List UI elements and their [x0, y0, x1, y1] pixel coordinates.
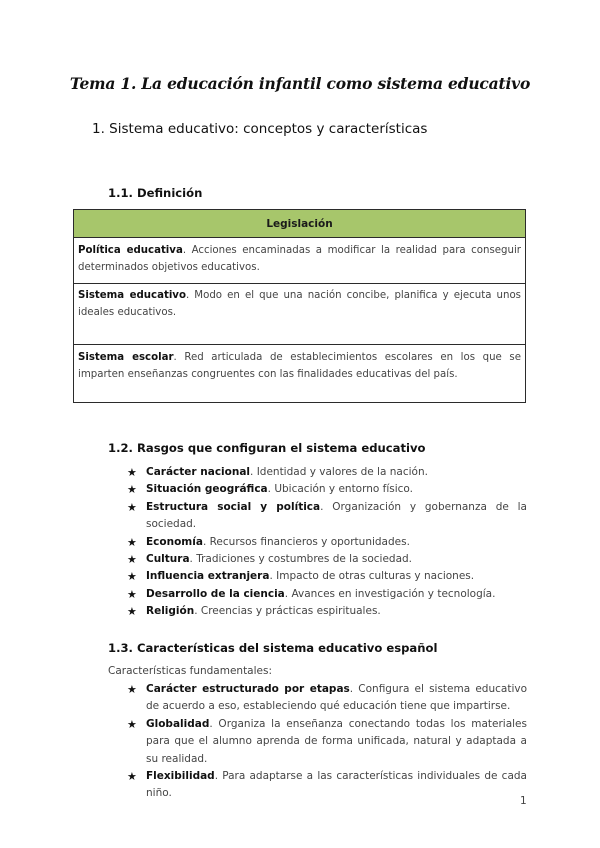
star-icon: ★ [127, 535, 137, 549]
table-row [74, 284, 525, 345]
definition: . Red articulada de establecimientos escolares en los que se imparten enseñanzas congruentes con las finalidades educativas del país. [78, 352, 521, 380]
term: Sistema educativo [78, 290, 186, 301]
list-item: ★ Carácter estructurado por etapas. Configura el sistema educativo de acuerdo a eso, estableciendo qué educación tiene que impartirse. [127, 683, 527, 713]
document-title: Tema 1. La educación infantil como sistema educativo [69, 74, 531, 93]
rasgos-list [127, 464, 527, 621]
star-icon: ★ [127, 553, 137, 567]
term: Sistema escolar [78, 352, 174, 363]
star-icon: ★ [127, 466, 137, 479]
term: Política educativa [78, 245, 183, 256]
list-item: ★ Desarrollo de la ciencia. Avances en investigación y tecnología. [127, 586, 527, 603]
caracteristicas-list [127, 681, 527, 803]
list-item: ★ Religión. Creencias y prácticas espirituales. [127, 603, 527, 620]
table-header: Legislación [74, 210, 525, 238]
star-icon: ★ [127, 587, 137, 601]
legislacion-table [73, 209, 526, 403]
star-icon: ★ [127, 483, 137, 497]
definition: . Acciones encaminadas a modificar la realidad para conseguir determinados objetivos educativos. [78, 245, 521, 273]
list-item: ★ Influencia extranjera. Impacto de otras culturas y naciones. [127, 568, 527, 585]
list-item: ★ Estructura social y política. Organización y gobernanza de la sociedad. [127, 500, 527, 531]
star-icon: ★ [127, 605, 137, 619]
star-icon: ★ [127, 717, 137, 731]
subsection-heading-caracteristicas: 1.3. Características del sistema educativo español [108, 641, 438, 655]
page-number: 1 [520, 795, 527, 807]
star-icon: ★ [127, 770, 137, 784]
list-item: ★ Globalidad. Organiza la enseñanza conectando todas los materiales para que el alumno aprenda de forma unificada, natural y adaptada a su realidad. [127, 717, 527, 765]
star-icon: ★ [127, 570, 137, 584]
list-item: ★ Carácter nacional. Identidad y valores de la nación. [127, 464, 527, 481]
table-row [74, 238, 525, 284]
table-row [74, 345, 525, 403]
subsection-heading-rasgos: 1.2. Rasgos que configuran el sistema educativo [108, 441, 426, 455]
subsection-heading-definicion: 1.1. Definición [108, 186, 203, 200]
definition: . Modo en el que una nación concibe, planifica y ejecuta unos ideales educativos. [78, 290, 521, 318]
list-item: ★ Cultura. Tradiciones y costumbres de la sociedad. [127, 551, 527, 568]
list-item: ★ Flexibilidad. Para adaptarse a las características individuales de cada niño. [127, 770, 527, 800]
section-heading: 1. Sistema educativo: conceptos y características [92, 121, 428, 137]
intro-text: Características fundamentales: [108, 665, 273, 677]
star-icon: ★ [127, 500, 137, 514]
star-icon: ★ [127, 683, 137, 696]
list-item: ★ Economía. Recursos financieros y oportunidades. [127, 534, 527, 551]
list-item: ★ Situación geográfica. Ubicación y entorno físico. [127, 481, 527, 498]
